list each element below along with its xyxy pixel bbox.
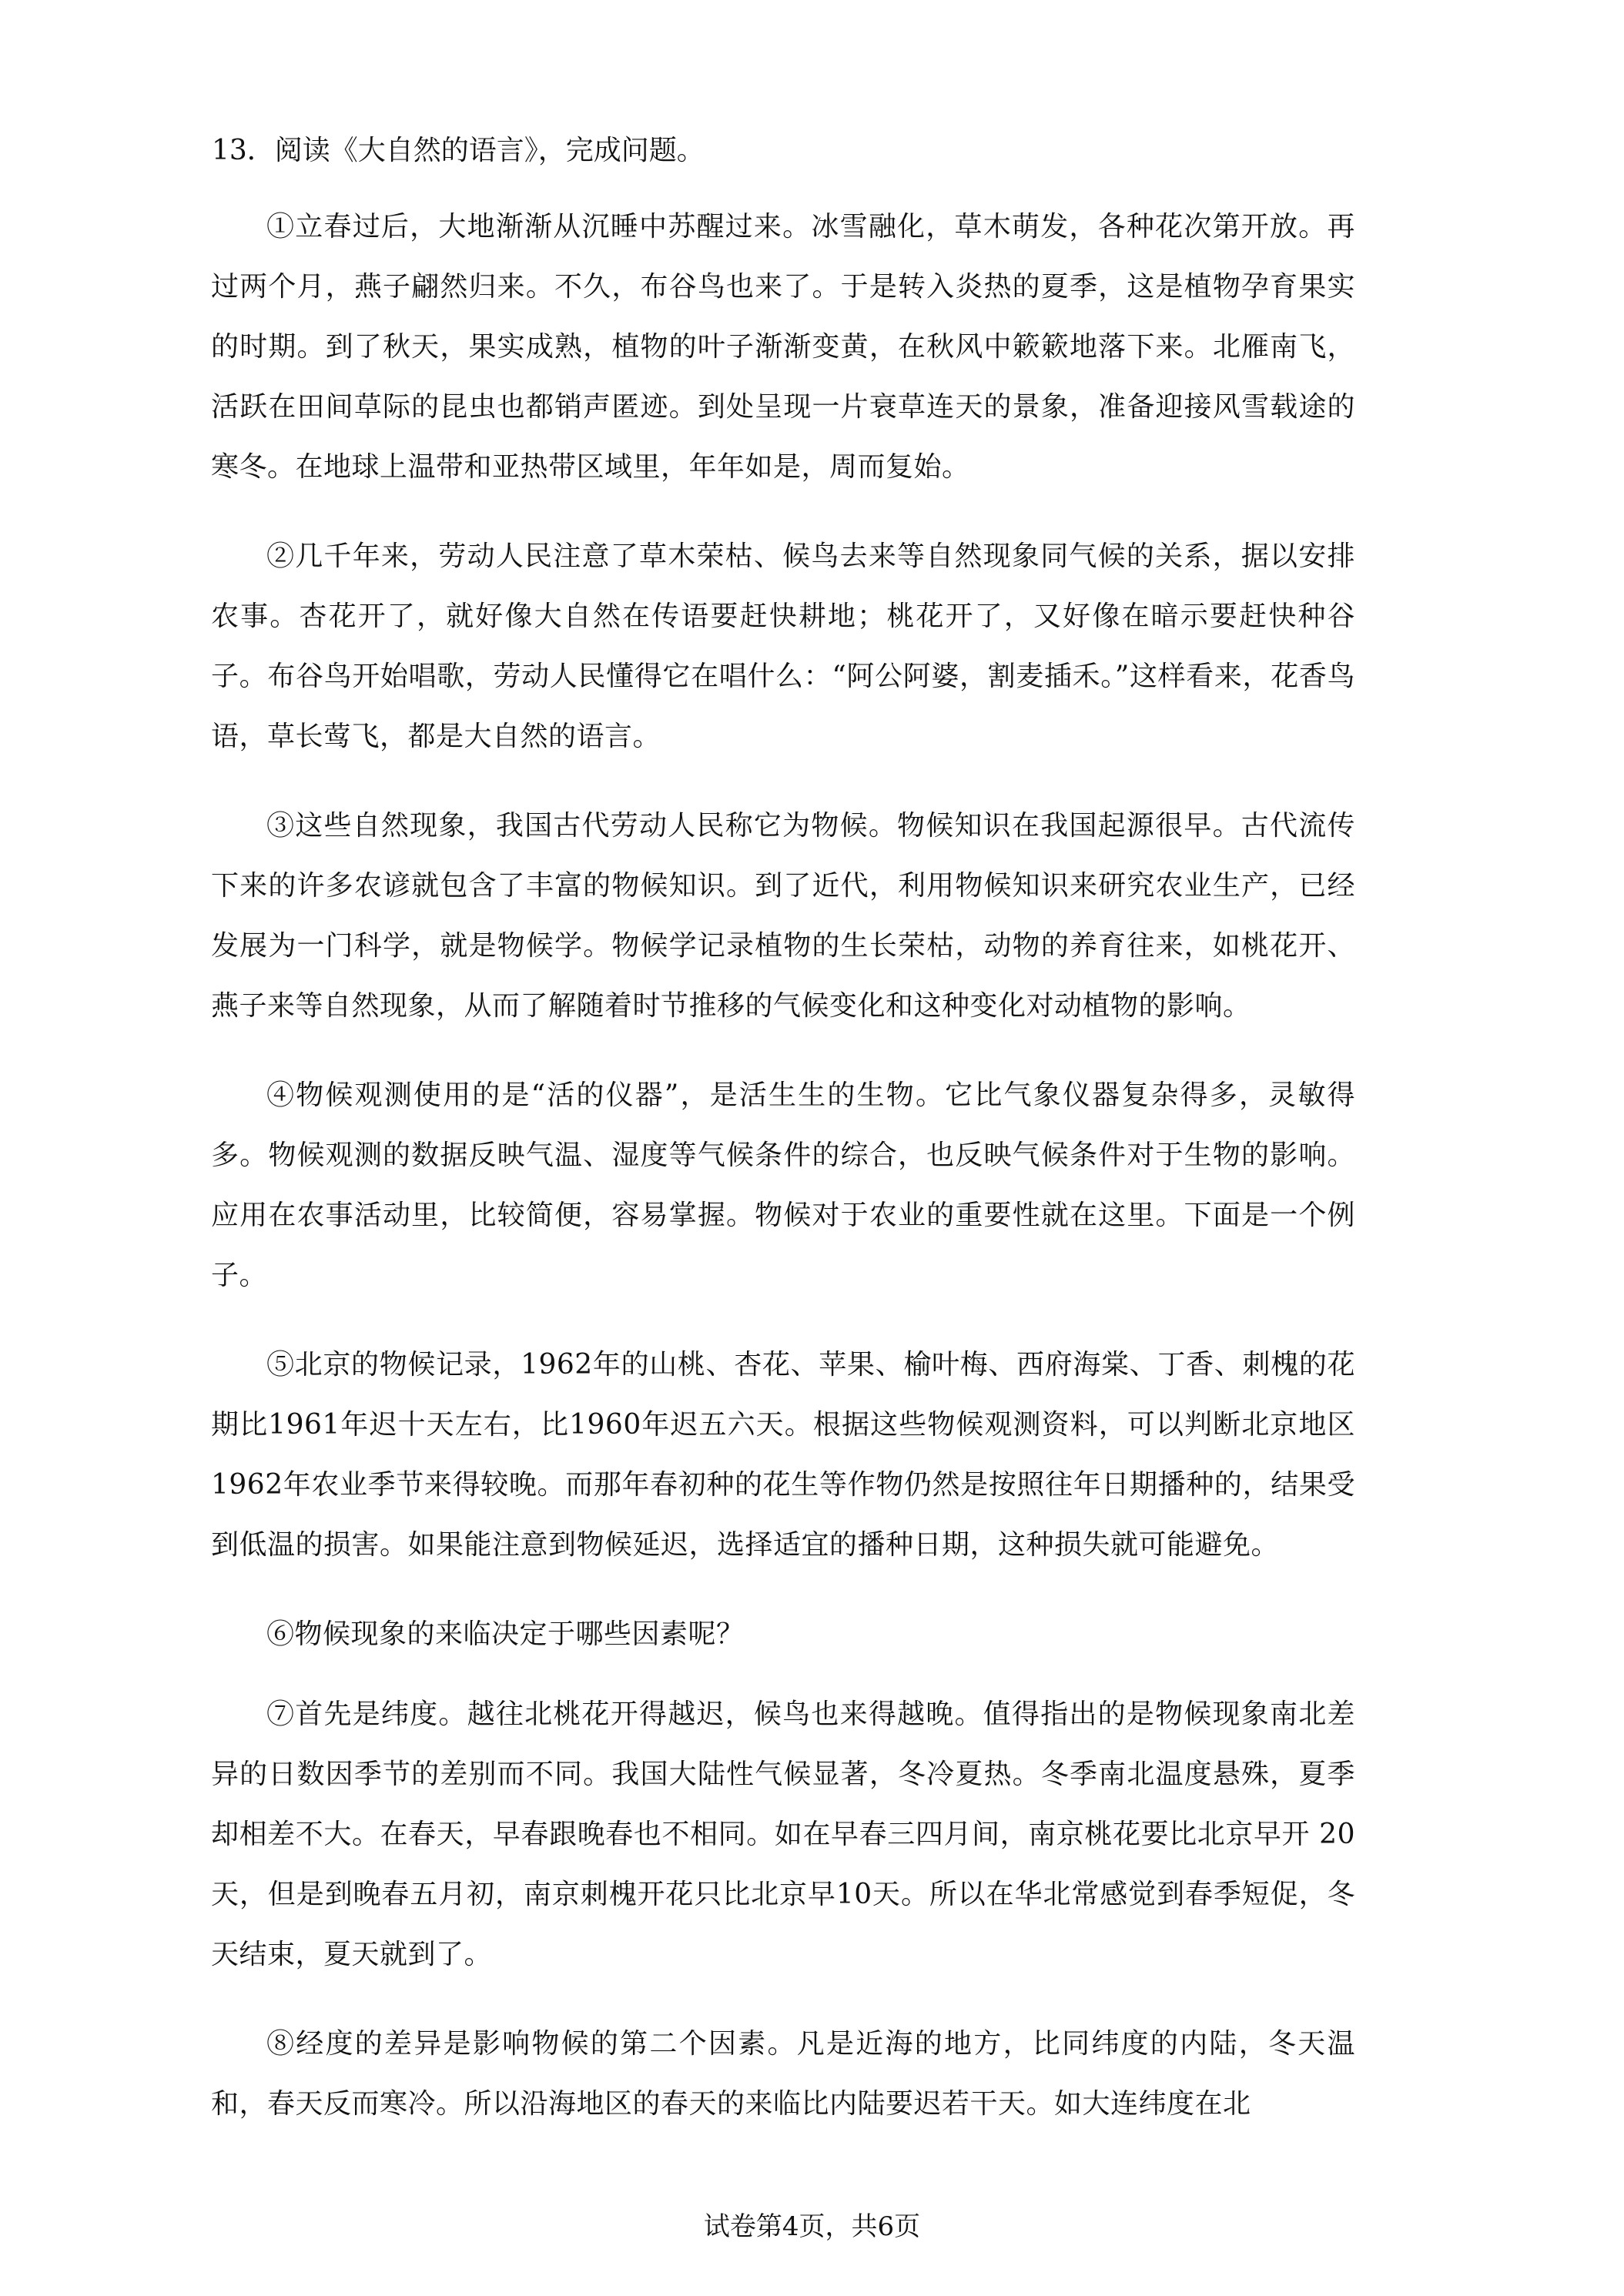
paragraph-5: ⑤北京的物候记录，1962年的山桃、杏花、苹果、榆叶梅、西府海棠、丁香、刺槐的花期比1961年迟十天左右，比1960年迟五六天。根据这些物候观测资料，可以判断北京地区1962年农业季节来得较晚。而那年春初种的花生等作物仍然是按照往年日期播种的，结果受到低温的损害。如果能注意到物候延迟，选择适宜的播种日期，这种损失就可能避免。: [211, 1349, 1355, 1561]
paragraph-8: ⑧经度的差异是影响物候的第二个因素。凡是近海的地方，比同纬度的内陆，冬天温和，春天反而寒冷。所以沿海地区的春天的来临比内陆要迟若干天。如大连纬度在北: [211, 2028, 1355, 2120]
paragraph-2: ②几千年来，劳动人民注意了草木荣枯、候鸟去来等自然现象同气候的关系，据以安排农事。杏花开了，就好像大自然在传语要赶快耕地；桃花开了，又好像在暗示要赶快种谷子。布谷鸟开始唱歌，劳动人民懂得它在唱什么：“阿公阿婆，割麦插禾。”这样看来，花香鸟语，草长莺飞，都是大自然的语言。: [211, 541, 1355, 752]
paragraph-4: ④物候观测使用的是“活的仪器”，是活生生的生物。它比气象仪器复杂得多，灵敏得多。物候观测的数据反映气温、湿度等气候条件的综合，也反映气候条件对于生物的影响。应用在农事活动里，比较简便，容易掌握。物候对于农业的重要性就在这里。下面是一个例子。: [211, 1079, 1355, 1291]
paragraph-7: ⑦首先是纬度。越往北桃花开得越迟，候鸟也来得越晚。值得指出的是物候现象南北差异的日数因季节的差别而不同。我国大陆性气候显著，冬冷夏热。冬季南北温度悬殊，夏季却相差不大。在春天，早春跟晚春也不相同。如在早春三四月间，南京桃花要比北京早开 20天，但是到晚春五月初，南京刺槐开花只比北京早10天。所以在华北常感觉到春季短促，冬天结束，夏天就到了。: [211, 1699, 1355, 1970]
question-title: 13．阅读《大自然的语言》，完成问题。: [212, 135, 705, 166]
paragraph-6: ⑥物候现象的来临决定于哪些因素呢？: [266, 1618, 745, 1650]
page-footer: 试卷第4页，共6页: [703, 2211, 921, 2242]
paragraph-1: ①立春过后，大地渐渐从沉睡中苏醒过来。冰雪融化，草木萌发，各种花次第开放。再过两个月，燕子翩然归来。不久，布谷鸟也来了。于是转入炎热的夏季，这是植物孕育果实的时期。到了秋天，果实成熟，植物的叶子渐渐变黄，在秋风中簌簌地落下来。北雁南飞，活跃在田间草际的昆虫也都销声匿迹。到处呈现一片衰草连天的景象，准备迎接风雪载途的寒冬。在地球上温带和亚热带区域里，年年如是，周而复始。: [211, 211, 1355, 483]
reading-passage: [211, 197, 1355, 2164]
paragraph-3: ③这些自然现象，我国古代劳动人民称它为物候。物候知识在我国起源很早。古代流传下来的许多农谚就包含了丰富的物候知识。到了近代，利用物候知识来研究农业生产，已经发展为一门科学，就是物候学。物候学记录植物的生长荣枯，动物的养育往来，如桃花开、燕子来等自然现象，从而了解随着时节推移的气候变化和这种变化对动植物的影响。: [211, 810, 1355, 1022]
